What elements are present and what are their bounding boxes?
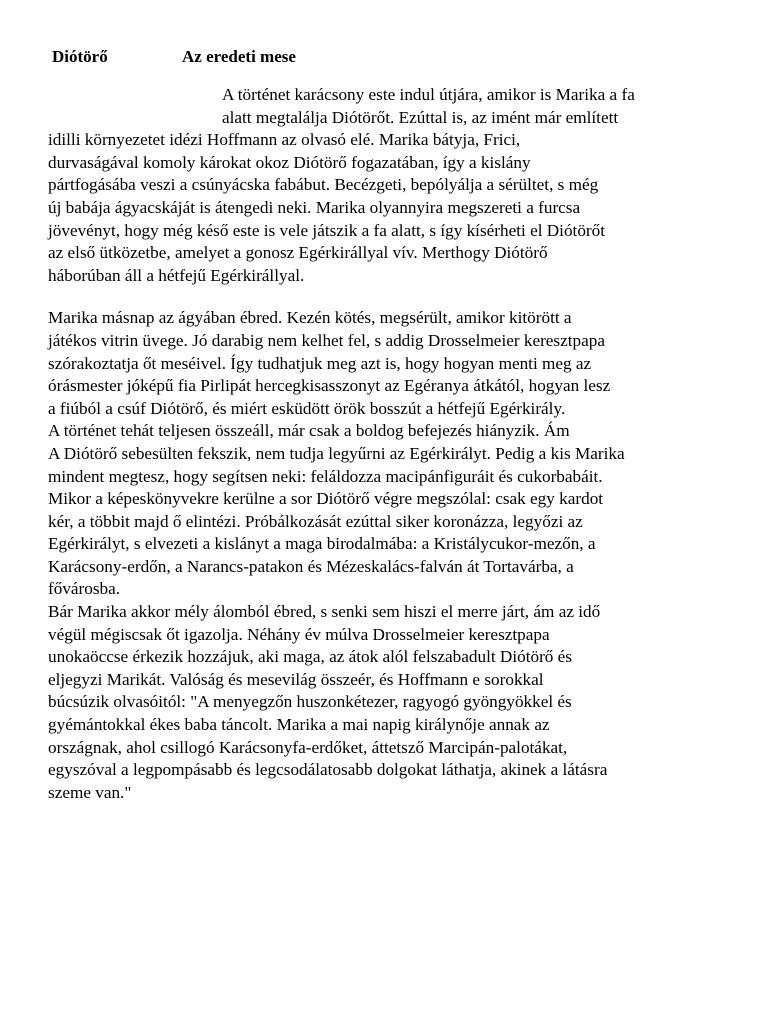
text-line: A Diótörő sebesülten fekszik, nem tudja legyűrni az Egérkirályt. Pedig a kis Marika [48,443,625,463]
text-line: kér, a többit majd ő elintézi. Próbálkozását ezúttal siker koronázza, legyőzi az [48,511,583,531]
text-line: Karácsony-erdőn, a Narancs-patakon és Mézeskalács-falván át Tortavárba, a [48,556,574,576]
text-line: jövevényt, hogy még késő este is vele játszik a fa alatt, s így kísérheti el Diótörőt [48,220,606,240]
text-line: Marika másnap az ágyában ébred. Kezén kötés, megsérült, amikor kitörött a [48,308,572,328]
paragraph-4 [48,601,748,804]
text-line: új babája ágyacskáját is átengedi neki. Marika olyannyira megszereti a furcsa [48,197,581,217]
text-line: mindent megtesz, hogy segítsen neki: feláldozza macipánfiguráit és cukorbabáit. [48,466,603,486]
text-line: egyszóval a legpompásabb és legcsodálatosabb dolgokat láthatja, akinek a látásra [48,760,608,780]
text-line: idilli környezetet idézi Hoffmann az olvasó elé. Marika bátyja, Frici, [48,130,521,150]
text-line: a fiúból a csúf Diótörő, és miért esküdött örök bosszút a hétfejű Egérkirály. [48,398,566,418]
text-line: alatt megtalálja Diótörőt. Ezúttal is, az imént már említett [222,107,619,127]
text-line: durvaságával komoly károkat okoz Diótörő fogazatában, így a kislány [48,152,531,172]
text-line: háborúban áll a hétfejű Egérkirállyal. [48,265,305,285]
document-body [48,84,748,804]
text-line: eljegyzi Marikát. Valóság és mesevilág összeér, és Hoffmann e sorokkal [48,669,544,689]
text-line: országnak, ahol csillogó Karácsonyfa-erdőket, áttetsző Marcipán-palotákat, [48,737,568,757]
heading-subtitle: Az eredeti mese [182,47,296,66]
document-heading [0,46,768,70]
paragraph-2 [48,307,748,420]
text-line: fővárosba. [48,579,121,599]
text-line: végül mégiscsak őt igazolja. Néhány év múlva Drosselmeier keresztpapa [48,624,550,644]
text-line: játékos vitrin üvege. Jó darabig nem kelhet fel, s addig Drosselmeier keresztpapa [48,330,605,350]
text-line: szórakoztatja őt meséivel. Így tudhatjuk meg azt is, hogy hogyan menti meg az [48,353,592,373]
text-line: szeme van." [48,782,132,802]
text-line: Bár Marika akkor mély álomból ébred, s senki sem hiszi el merre járt, ám az idő [48,602,601,622]
text-line: Egérkirályt, s elvezeti a kislányt a maga birodalmába: a Kristálycukor-mezőn, a [48,534,596,554]
text-line: A történet karácsony este indul útjára, amikor is Marika a fa [222,85,635,104]
heading-title: Diótörő [52,47,108,66]
text-line: Mikor a képeskönyvekre kerülne a sor Diótörő végre megszólal: csak egy kardot [48,489,604,509]
text-line: órásmester jóképű fia Pirlipát hercegkisasszonyt az Egéranya átkától, hogyan lesz [48,376,611,396]
paragraph-3 [48,420,748,601]
text-line: az első ütközetbe, amelyet a gonosz Egérkirállyal vív. Merthogy Diótörő [48,243,548,263]
text-line: búcsúzik olvasóitól: "A menyegzőn huszonkétezer, ragyogó gyöngyökkel és [48,692,572,712]
paragraph-1 [48,84,748,287]
text-line: unokaöccse érkezik hozzájuk, aki maga, az átok alól felszabadult Diótörő és [48,647,573,667]
text-line: A történet tehát teljesen összeáll, már csak a boldog befejezés hiányzik. Ám [48,421,570,441]
text-line: pártfogásába veszi a csúnyácska fabábut. Becézgeti, bepólyálja a sérültet, s még [48,175,599,195]
text-line: gyémántokkal ékes baba táncolt. Marika a mai napig királynője annak az [48,715,550,735]
